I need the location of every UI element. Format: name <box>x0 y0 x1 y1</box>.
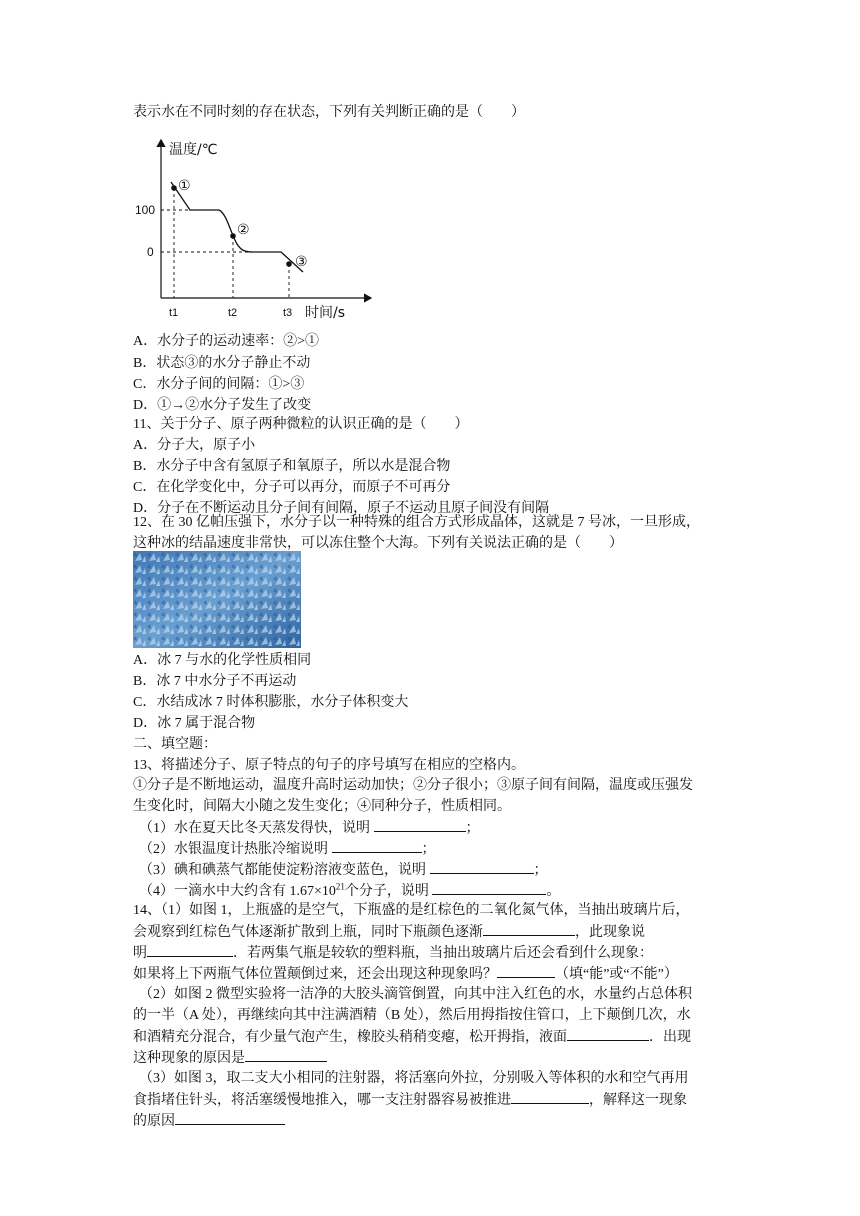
x-tick-t2: t2 <box>228 307 238 319</box>
q14-part2-line3-tail: ．出现 <box>649 1030 691 1045</box>
q12-option-c: C．水结成冰 7 时体积膨胀，水分子体积变大 <box>133 695 409 710</box>
q14-part1-line4-tail: （填“能”或“不能”） <box>555 967 678 982</box>
q14-part1-line4-text: 如果将上下两瓶气体位置颠倒过来，还会出现这种现象吗？ <box>133 967 497 982</box>
q14-part1-line2 <box>133 923 645 942</box>
q14-part3-line2 <box>133 1091 687 1110</box>
q14-blank-syringe[interactable] <box>511 1091 589 1104</box>
state-point-1 <box>171 185 177 191</box>
q11-option-c: C．在化学变化中，分子可以再分，而原子不可再分 <box>133 480 451 495</box>
q10-option-a: A．水分子的运动速率：②>① <box>133 334 320 349</box>
q14-part2-line2: 的一半（A 处），再继续向其中注满酒精（B 处），然后用拇指按住管口，上下颠倒几次，水 <box>133 1008 691 1023</box>
q11-stem: 11、关于分子、原子两种微粒的认识正确的是（ ） <box>133 417 469 432</box>
state-point-2 <box>230 233 236 239</box>
q14-part2-line4-text: 这种现象的原因是 <box>133 1051 245 1066</box>
q13-item-4 <box>139 882 560 901</box>
q14-part3-line2-text: 食指堵住针头，将活塞缓慢地推入，哪一支注射器容易被推进 <box>133 1093 511 1108</box>
q14-part2-line1: （2）如图 2 微型实验将一洁净的大胶头滴管倒置，向其中注入红色的水，水量约占总体积 <box>139 987 692 1002</box>
q10-option-c: C．水分子间的间隔：①>③ <box>133 377 305 392</box>
q12-option-d: D．冰 7 属于混合物 <box>133 716 256 731</box>
q12-stem-line2: 这种冰的结晶速度非常快，可以冻住整个大海。下列有关说法正确的是（ ） <box>133 536 623 551</box>
q12-option-b: B．冰 7 中水分子不再运动 <box>133 674 297 689</box>
q13-item-3-text: （3）碘和碘蒸气都能使淀粉溶液变蓝色，说明 <box>139 863 426 878</box>
q12-option-a: A．冰 7 与水的化学性质相同 <box>133 653 312 668</box>
q13-item-2-text: （2）水银温度计热胀冷缩说明 <box>139 842 328 857</box>
q13-item-3-end: ； <box>533 863 548 878</box>
q14-part2-line4 <box>133 1049 327 1068</box>
q13-item-2 <box>139 840 436 859</box>
q14-part1-line3-tail: ．若两集气瓶是较软的塑料瓶，当抽出玻璃片后还会看到什么现象： <box>233 946 653 961</box>
point-label-3: ③ <box>295 254 308 270</box>
q14-part1-line3 <box>133 944 653 963</box>
x-axis-label: 时间/s <box>305 305 346 321</box>
q11-option-a: A．分子大，原子小 <box>133 438 256 453</box>
y-tick-0: 0 <box>147 245 154 259</box>
q13-item-4-text-tail: 个分子，说明 <box>344 884 429 899</box>
point-label-1: ① <box>178 178 191 194</box>
q14-blank-explain[interactable] <box>147 944 233 957</box>
ice-7-photo <box>133 551 301 648</box>
q14-part1-line3-text: 明 <box>133 946 147 961</box>
x-tick-t3: t3 <box>283 307 293 319</box>
state-point-3 <box>286 261 292 267</box>
q13-blank-4[interactable] <box>432 882 546 895</box>
q13-item-2-end: ； <box>421 842 436 857</box>
q10-option-d: D．①→②水分子发生了改变 <box>133 398 312 413</box>
q10-option-b: B．状态③的水分子静止不动 <box>133 356 311 371</box>
q10-stem: 表示水在不同时刻的存在状态，下列有关判断正确的是（ ） <box>133 105 525 120</box>
point-label-2: ② <box>237 222 250 238</box>
dashed-guides <box>161 188 289 298</box>
q12-stem-line1: 12、在 30 亿帕压强下，水分子以一种特殊的组合方式形成晶体，这就是 7 号冰，一旦形成， <box>133 515 700 530</box>
q14-part3-line2-tail: ，解释这一现象 <box>589 1093 687 1108</box>
q14-part1-line4 <box>133 965 678 984</box>
q14-part1-line2-tail: ，此现象说 <box>575 925 645 940</box>
q14-part3-line1: （3）如图 3，取二支大小相同的注射器，将活塞向外拉，分别吸入等体积的水和空气再用 <box>139 1071 689 1086</box>
q14-blank-cause[interactable] <box>175 1112 285 1125</box>
q13-item-1-end: ； <box>465 821 480 836</box>
q14-blank-yesno[interactable] <box>497 965 555 978</box>
section-heading: 二、填空题： <box>133 737 217 752</box>
q14-part1-line1: 14、（1）如图 1，上瓶盛的是空气，下瓶盛的是红棕色的二氧化氮气体，当抽出玻璃片后， <box>133 903 690 918</box>
q13-item-1-text: （1）水在夏天比冬天蒸发得快，说明 <box>139 821 370 836</box>
x-tick-t1: t1 <box>169 307 179 319</box>
q14-part2-line3 <box>133 1028 691 1047</box>
q14-blank-color[interactable] <box>483 923 575 936</box>
q14-part2-line3-text: 和酒精充分混合，有少量气泡产生，橡胶头稍稍变瘪，松开拇指，液面 <box>133 1030 567 1045</box>
q11-option-b: B．水分子中含有氢原子和氧原子，所以水是混合物 <box>133 459 451 474</box>
q14-part3-line3 <box>133 1112 285 1131</box>
q13-item-4-text: （4）一滴水中大约含有 1.67×10 <box>139 884 336 899</box>
q13-item-1 <box>139 819 480 838</box>
q14-part3-line3-text: 的原因 <box>133 1114 175 1129</box>
q13-facts-line2: 生变化时，间隔大小随之发生变化；④同种分子，性质相同。 <box>133 799 511 814</box>
q13-blank-1[interactable] <box>374 819 466 832</box>
q14-part1-line2-text: 会观察到红棕色气体逐渐扩散到上瓶，同时下瓶颜色逐渐 <box>133 925 483 940</box>
q13-item-4-exponent: 21 <box>335 881 345 892</box>
q13-blank-2[interactable] <box>332 840 422 853</box>
q13-item-3 <box>139 861 548 880</box>
q13-facts-line1: ①分子是不断地运动，温度升高时运动加快；②分子很小；③原子间有间隔，温度或压强发 <box>133 778 693 793</box>
q14-blank-reason[interactable] <box>245 1049 327 1062</box>
q14-blank-level[interactable] <box>567 1028 649 1041</box>
y-tick-100: 100 <box>135 203 156 217</box>
temperature-time-graph <box>133 134 378 324</box>
q13-stem: 13、将描述分子、原子特点的句子的序号填写在相应的空格内。 <box>133 758 525 773</box>
y-axis-label: 温度/℃ <box>169 142 218 158</box>
q13-blank-3[interactable] <box>430 861 534 874</box>
q11-option-d: D．分子在不断运动且分子间有间隔，原子不运动且原子间没有间隔 <box>133 501 550 516</box>
q13-item-4-end: 。 <box>546 884 561 899</box>
